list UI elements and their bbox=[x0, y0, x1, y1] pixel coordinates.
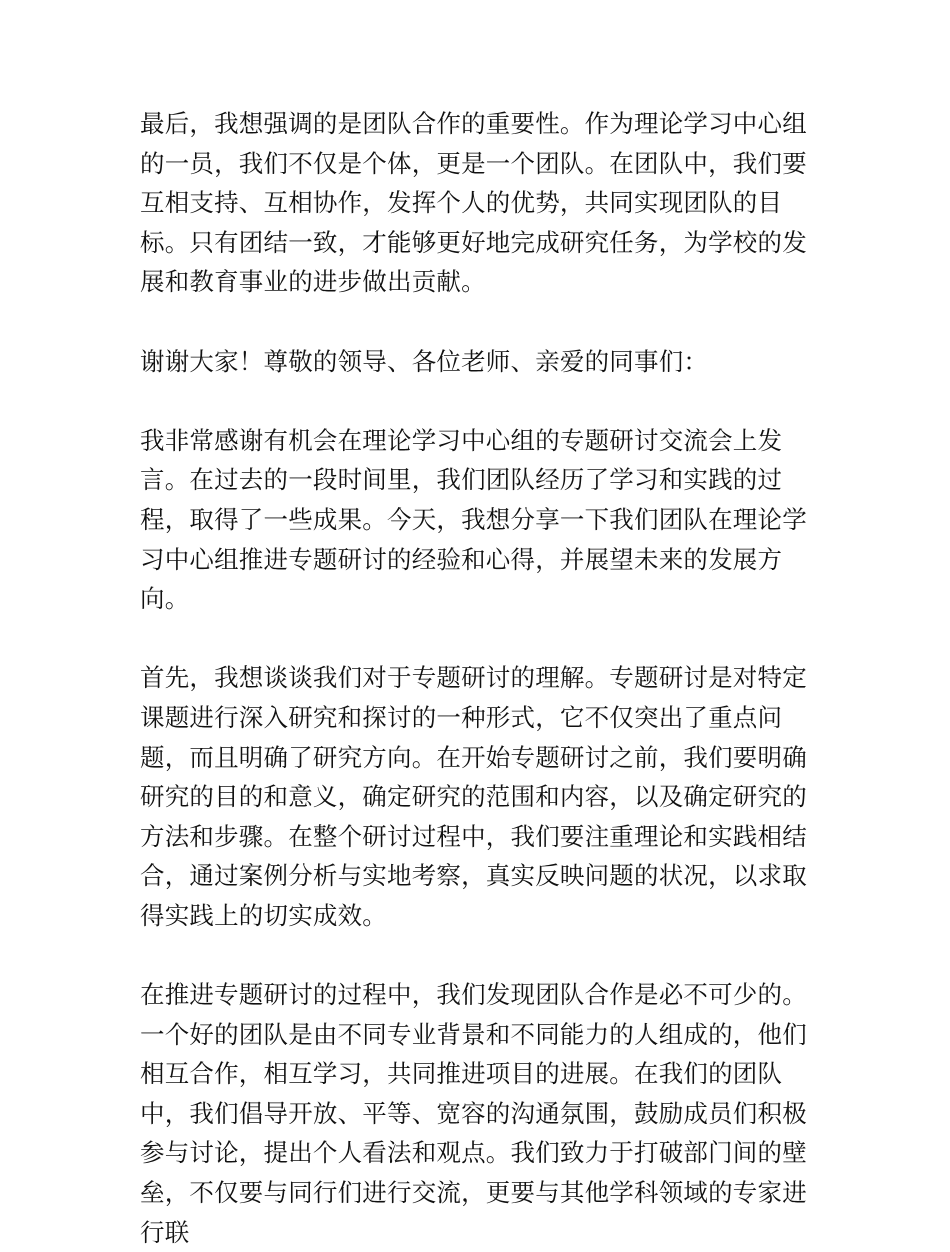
paragraph-understanding-research: 首先，我想谈谈我们对于专题研讨的理解。专题研讨是对特定课题进行深入研究和探讨的一种形式，它不仅突出了重点问题，而且明确了研究方向。在开始专题研讨之前，我们要明确研究的目的和意义，确定研究的范围和内容，以及确定研究的方法和步骤。在整个研讨过程中，我们要注重理论和实践相结合，通过案例分析与实地考察，真实反映问题的状况，以求取得实践上的切实成效。 bbox=[140, 663, 807, 930]
paragraph-team-cooperation: 在推进专题研讨的过程中，我们发现团队合作是必不可少的。一个好的团队是由不同专业背景和不同能力的人组成的，他们相互合作，相互学习，共同推进项目的进展。在我们的团队中，我们倡导开放、平等、宽容的沟通氛围，鼓励成员们积极参与讨论，提出个人看法和观点。我们致力于打破部门间的壁垒，不仅要与同行们进行交流，更要与其他学科领域的专家进行联 bbox=[140, 980, 807, 1247]
paragraph-introduction: 我非常感谢有机会在理论学习中心组的专题研讨交流会上发言。在过去的一段时间里，我们团队经历了学习和实践的过程，取得了一些成果。今天，我想分享一下我们团队在理论学习中心组推进专题研讨的经验和心得，并展望未来的发展方向。 bbox=[140, 425, 807, 614]
document-body bbox=[140, 104, 830, 1252]
paragraph-thanks-greeting: 谢谢大家！尊敬的领导、各位老师、亲爱的同事们： bbox=[140, 346, 709, 376]
paragraph-teamwork-importance: 最后，我想强调的是团队合作的重要性。作为理论学习中心组的一员，我们不仅是个体，更是一个团队。在团队中，我们要互相支持、互相协作，发挥个人的优势，共同实现团队的目标。只有团结一致，才能够更好地完成研究任务，为学校的发展和教育事业的进步做出贡献。 bbox=[140, 109, 807, 297]
